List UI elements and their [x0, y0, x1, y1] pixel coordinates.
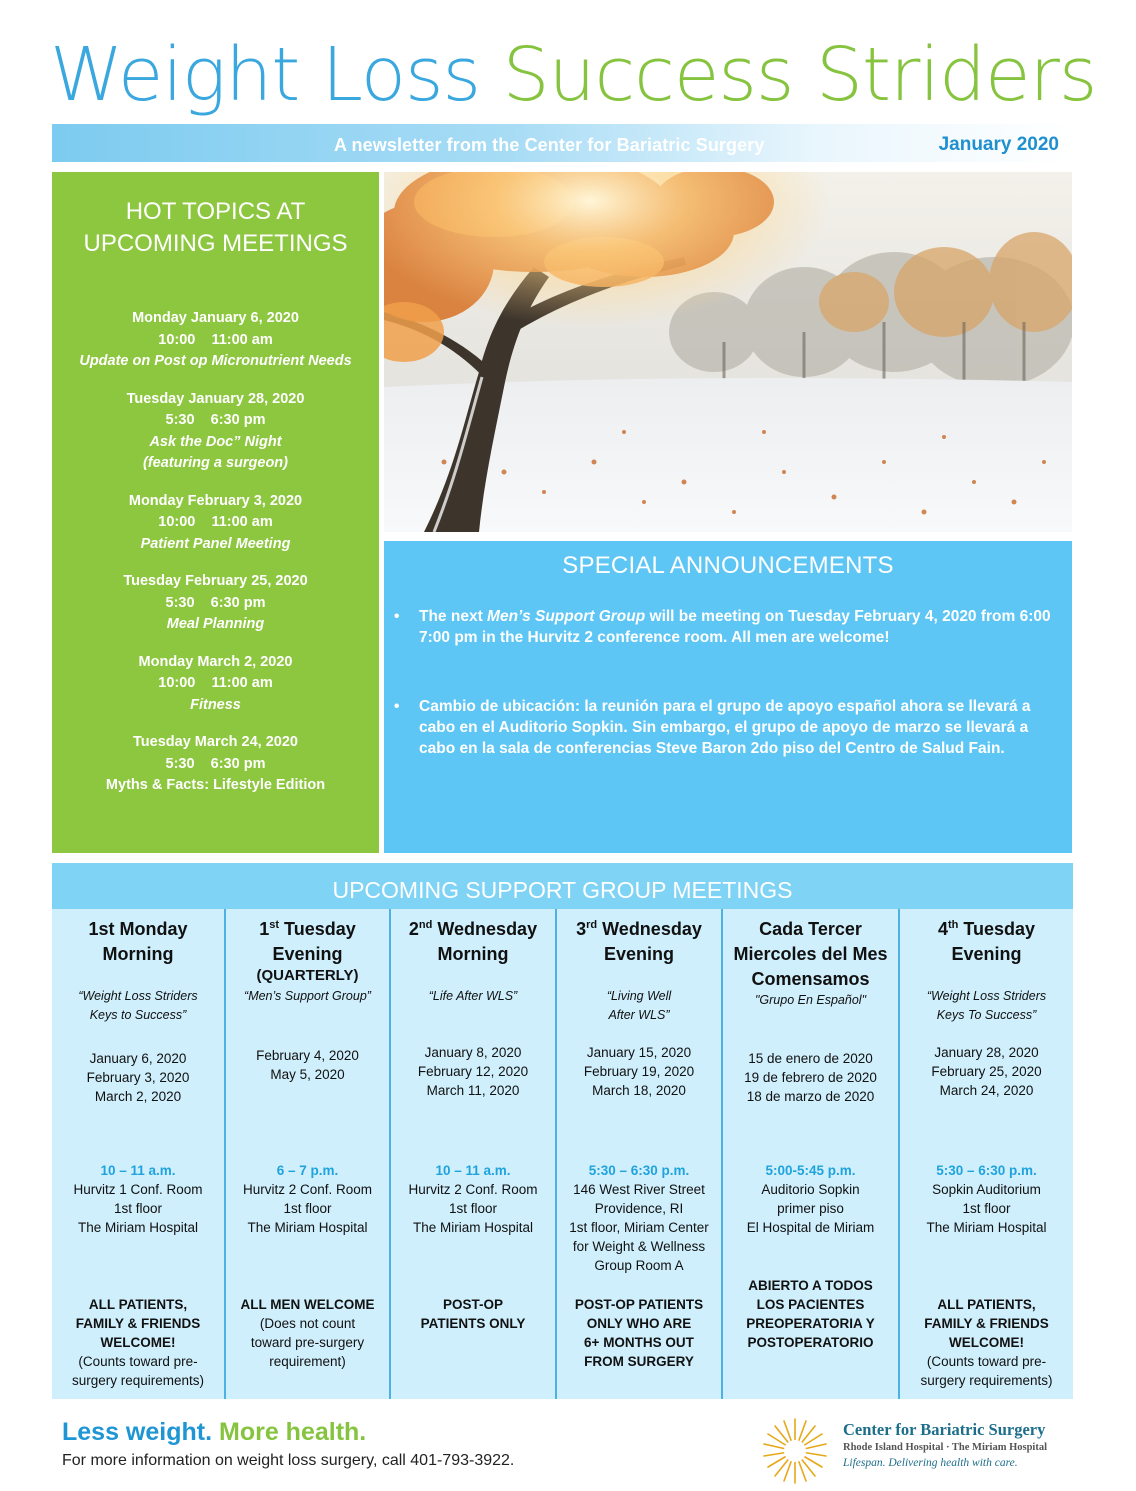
column-note: ABIERTO A TODOS LOS PACIENTES PREOPERATORIA Y POSTOPERATORIO: [746, 1278, 875, 1350]
hot-topics-heading: HOT TOPICS AT UPCOMING MEETINGS: [83, 198, 348, 257]
column-dates: January 8, 2020 February 12, 2020 March 11, 2020: [417, 1045, 529, 1098]
column-dates: 15 de enero de 2020 19 de febrero de 2020 18 de marzo de 2020: [744, 1051, 877, 1104]
column-title: 1st Tuesday Evening (QUARTERLY): [256, 919, 359, 984]
issue-date: January 2020: [938, 134, 1059, 155]
event-topic: Patient Panel Meeting: [140, 535, 291, 552]
event-item: [52, 389, 379, 475]
column-dates: January 15, 2020 February 19, 2020 March 18, 2020: [583, 1045, 695, 1098]
meeting-column: [900, 909, 1073, 1399]
event-date: Tuesday February 25, 2020: [123, 573, 308, 589]
center-logo: [760, 1416, 1080, 1486]
column-subtitle: “Life After WLS”: [428, 989, 518, 1003]
winter-tree-photo: [384, 172, 1072, 532]
event-topic: Ask the Doc” Night: [149, 433, 282, 450]
column-note: ALL PATIENTS, FAMILY & FRIENDS WELCOME! (Counts toward pre- surgery requirements): [71, 1297, 205, 1388]
upcoming-meetings-table: [52, 863, 1073, 1399]
event-date: Monday March 2, 2020: [138, 653, 293, 670]
event-date: Tuesday March 24, 2020: [133, 734, 298, 750]
column-time: 5:30 – 6:30 p.m.: [588, 1163, 690, 1178]
column-subtitle: “Living Well After WLS”: [606, 989, 672, 1022]
newsletter-subtitle: A newsletter from the Center for Bariatric Surgery: [334, 135, 765, 155]
event-date: Tuesday January 28, 2020: [126, 390, 305, 407]
meeting-column: [391, 909, 557, 1399]
event-time: 5:30 6:30 pm: [165, 412, 266, 428]
header-banner: [52, 124, 1073, 162]
title-part2: Success Striders: [502, 32, 1097, 118]
special-announcements-panel: [384, 541, 1072, 853]
hot-topics-events: [52, 308, 379, 797]
column-subtitle: "Grupo En Español": [754, 993, 867, 1007]
column-location: Auditorio Sopkin primer piso El Hospital de Miriam: [746, 1182, 875, 1235]
hot-topics-panel: [52, 172, 379, 853]
newsletter-title: [50, 30, 1097, 120]
event-time: 10:00 11:00 am: [158, 331, 273, 348]
column-note: ALL MEN WELCOME (Does not count toward pre-surgery requirement): [240, 1297, 375, 1369]
column-title: 3rd Wednesday Evening: [576, 919, 702, 964]
contact-info: For more information on weight loss surgery, call 401-793-3922.: [62, 1452, 515, 1469]
announcements-list: [384, 606, 1072, 759]
column-note: ALL PATIENTS, FAMILY & FRIENDS WELCOME! (Counts toward pre- surgery requirements): [920, 1297, 1053, 1388]
event-time: 10:00 11:00 am: [158, 675, 273, 691]
column-location: Hurvitz 2 Conf. Room 1st floor The Miriam Hospital: [408, 1182, 538, 1235]
column-note: POST-OP PATIENTS ONLY WHO ARE 6+ MONTHS OUT FROM SURGERY: [574, 1297, 704, 1369]
meeting-column: [52, 909, 226, 1399]
column-location: Hurvitz 1 Conf. Room 1st floor The Miriam Hospital: [73, 1182, 203, 1235]
announcement-item: • The next Men’s Support Group will be meeting on Tuesday February 4, 2020 from 6:00 7:00 pm in the Hurvitz 2 conference room. All men are welcome!: [394, 606, 1059, 648]
column-location: 146 West River Street Providence, RI 1st floor, Miriam Center for Weight & Wellness Group Room A: [569, 1182, 709, 1273]
meeting-columns: [52, 909, 1073, 1399]
column-title: 4th Tuesday Evening: [937, 919, 1036, 964]
event-item: [52, 732, 379, 797]
announcements-heading: SPECIAL ANNOUNCEMENTS: [562, 552, 894, 579]
meeting-column: [226, 909, 391, 1399]
column-time: 5:00-5:45 p.m.: [765, 1163, 856, 1178]
column-location: Sopkin Auditorium 1st floor The Miriam Hospital: [926, 1182, 1047, 1235]
column-title: Cada Tercer Miercoles del Mes Comensamos: [733, 919, 888, 989]
column-note: POST-OP PATIENTS ONLY: [420, 1297, 526, 1331]
event-date: Monday February 3, 2020: [128, 492, 303, 509]
column-time: 5:30 – 6:30 p.m.: [936, 1163, 1037, 1178]
event-topic: Meal Planning: [166, 616, 265, 632]
event-time: 5:30 6:30 pm: [165, 594, 266, 611]
column-location: Hurvitz 2 Conf. Room 1st floor The Miriam Hospital: [242, 1182, 373, 1235]
event-date: Monday January 6, 2020: [132, 310, 299, 326]
column-subtitle: “Weight Loss Striders Keys To Success”: [926, 989, 1047, 1022]
announcement-item: • Cambio de ubicación: la reunión para el grupo de apoyo español ahora se llevará a cabo en el Auditorio Sopkin. Sin embargo, el grupo de apoyo de marzo se llevará a cabo en la sala de conferencias Steve Baron 2do piso del Centro de Salud Fain.: [394, 696, 1059, 759]
event-topic: Myths & Facts: Lifestyle Edition: [105, 777, 326, 793]
column-dates: February 4, 2020 May 5, 2020: [256, 1048, 359, 1082]
meeting-column: [723, 909, 900, 1399]
event-item: [52, 652, 379, 717]
column-dates: January 28, 2020 February 25, 2020 March 24, 2020: [931, 1045, 1042, 1098]
column-subtitle: “Weight Loss Striders Keys to Success”: [78, 989, 198, 1022]
column-subtitle: “Men’s Support Group”: [244, 989, 371, 1003]
logo-title: Center for Bariatric Surgery: [843, 1420, 1046, 1439]
column-dates: January 6, 2020 February 3, 2020 March 2, 2020: [86, 1051, 190, 1104]
footer-slogan: Less weight. More health.: [62, 1418, 367, 1446]
title-part1: Weight Loss: [50, 32, 481, 118]
upcoming-heading: UPCOMING SUPPORT GROUP MEETINGS: [52, 863, 1073, 909]
winter-tree-illustration: [384, 172, 1072, 532]
event-time: 5:30 6:30 pm: [165, 755, 266, 772]
event-item: [52, 308, 379, 373]
logo-hospitals: Rhode Island Hospital · The Miriam Hospital: [843, 1442, 1048, 1453]
column-title: 2nd Wednesday Morning: [408, 919, 538, 964]
column-time: 10 – 11 a.m.: [435, 1163, 511, 1178]
event-topic: Fitness: [190, 696, 241, 713]
column-time: 6 – 7 p.m.: [276, 1163, 339, 1178]
event-time: 10:00 11:00 am: [158, 514, 273, 530]
event-topic: Update on Post op Micronutrient Needs: [79, 353, 352, 369]
logo-tagline: Lifespan. Delivering health with care.: [843, 1457, 1018, 1469]
column-title: 1st Monday Morning: [88, 919, 188, 964]
event-item: [52, 571, 379, 636]
event-item: [52, 491, 379, 556]
meeting-column: [557, 909, 723, 1399]
column-time: 10 – 11 a.m.: [100, 1163, 176, 1178]
sunburst-logo-icon: [760, 1416, 830, 1486]
event-topic-note: (featuring a surgeon): [142, 455, 288, 471]
